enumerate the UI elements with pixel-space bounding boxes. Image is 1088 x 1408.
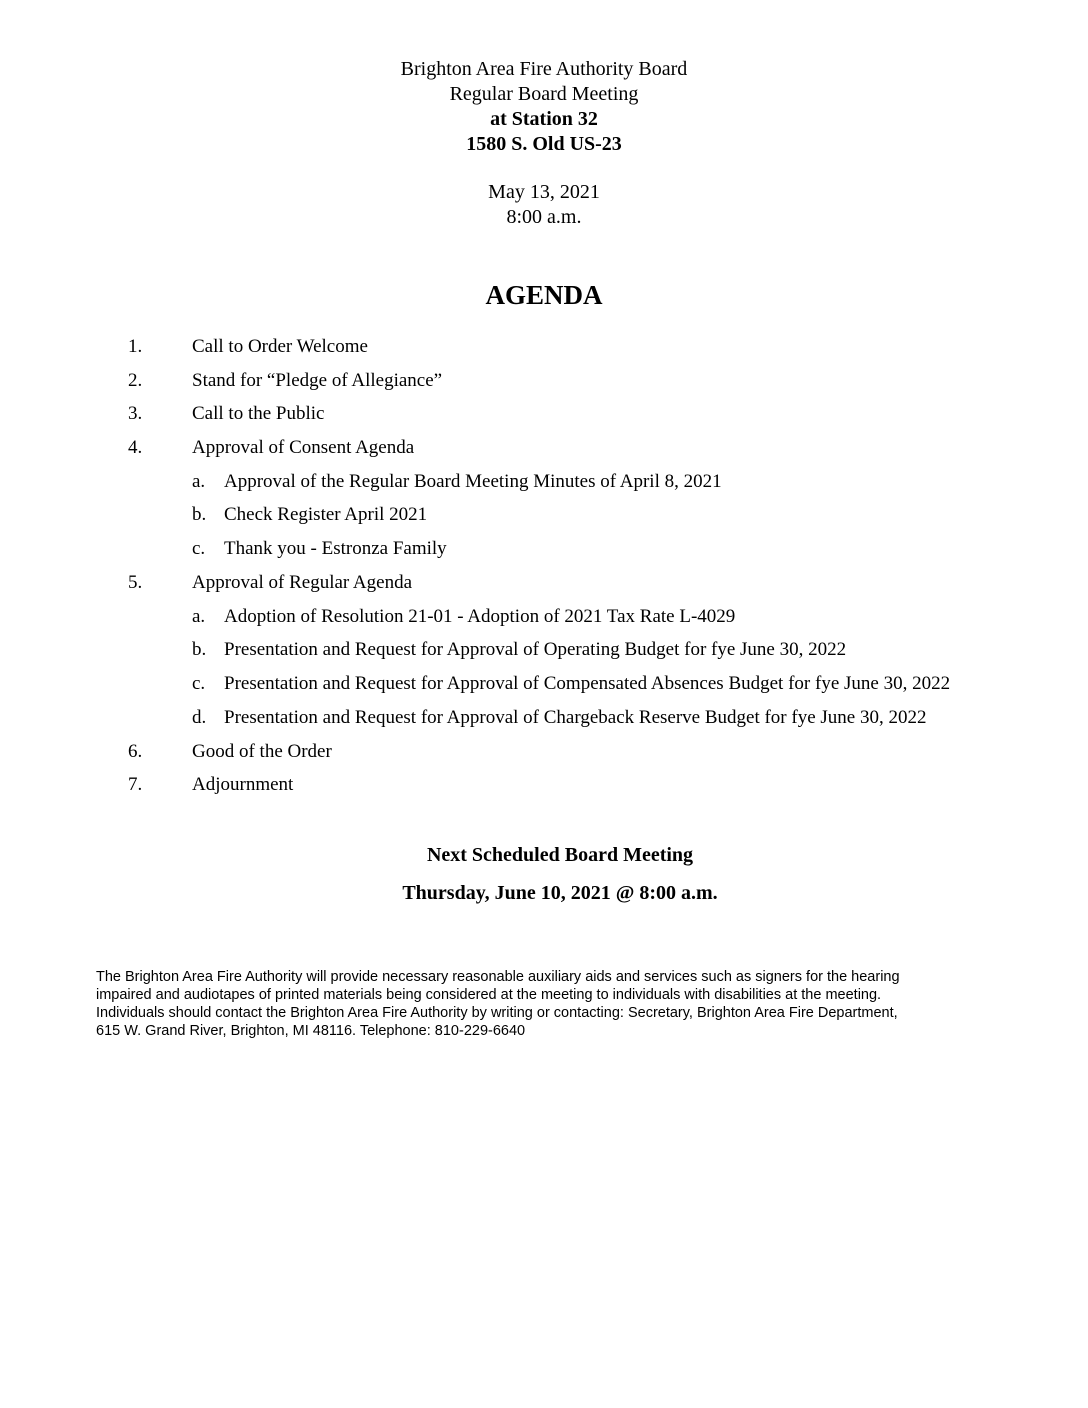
- agenda-item-text: Good of the Order: [192, 741, 332, 762]
- agenda-subitem-letter: b.: [192, 639, 207, 660]
- agenda-subitem-letter: b.: [192, 504, 207, 525]
- agenda-subitem-text: Approval of the Regular Board Meeting Minutes of April 8, 2021: [224, 471, 722, 492]
- agenda-subitem-letter: c.: [192, 673, 206, 694]
- meeting-datetime: [0, 180, 1088, 230]
- notice-line: 615 W. Grand River, Brighton, MI 48116. Telephone: 810-229-6640: [96, 1023, 526, 1039]
- agenda-item-text: Stand for “Pledge of Allegiance”: [192, 370, 443, 391]
- agenda-subitem-text: Presentation and Request for Approval of Chargeback Reserve Budget for fye June 30, 2022: [224, 707, 927, 728]
- next-meeting-date: Thursday, June 10, 2021 @ 8:00 a.m.: [402, 882, 718, 904]
- meeting-date: May 13, 2021: [488, 181, 600, 203]
- meeting-address: 1580 S. Old US-23: [466, 133, 622, 155]
- agenda-item-number: 3.: [128, 403, 143, 424]
- agenda-subitem-letter: a.: [192, 606, 206, 627]
- organization-name: Brighton Area Fire Authority Board: [400, 58, 688, 80]
- agenda-item-text: Call to Order Welcome: [192, 336, 368, 357]
- agenda-item-number: 7.: [128, 774, 143, 795]
- agenda-item-number: 1.: [128, 336, 143, 357]
- agenda-item-number: 6.: [128, 741, 143, 762]
- meeting-location: at Station 32: [490, 108, 598, 130]
- agenda-title: AGENDA: [485, 280, 603, 310]
- meeting-time: 8:00 a.m.: [506, 206, 582, 228]
- agenda-item-number: 2.: [128, 370, 143, 391]
- agenda-subitem-text: Presentation and Request for Approval of Compensated Absences Budget for fye June 30, 2022: [224, 673, 951, 694]
- agenda-subitem-text: Presentation and Request for Approval of Operating Budget for fye June 30, 2022: [224, 639, 847, 660]
- notice-line: Individuals should contact the Brighton Area Fire Authority by writing or contacting: Secretary, Brighton Area Fire Department,: [96, 1005, 898, 1021]
- agenda-item-number: 4.: [128, 437, 143, 458]
- notice-line: impaired and audiotapes of printed materials being considered at the meeting to individuals with disabilities at the meeting.: [96, 987, 882, 1003]
- meeting-header: [0, 57, 1088, 157]
- meeting-type: Regular Board Meeting: [449, 83, 639, 105]
- agenda-subitem-text: Check Register April 2021: [224, 504, 428, 525]
- agenda-item-text: Approval of Consent Agenda: [192, 437, 415, 458]
- agenda-subitem-letter: d.: [192, 707, 207, 728]
- next-meeting-title: Next Scheduled Board Meeting: [426, 844, 694, 866]
- agenda-item-number: 5.: [128, 572, 143, 593]
- agenda-subitem-letter: a.: [192, 471, 206, 492]
- agenda-item-text: Adjournment: [192, 774, 294, 795]
- agenda-item-text: Call to the Public: [192, 403, 325, 424]
- notice-line: The Brighton Area Fire Authority will provide necessary reasonable auxiliary aids and services such as signers for the hearing: [96, 969, 900, 985]
- agenda-subitem-text: Thank you - Estronza Family: [224, 538, 447, 559]
- agenda-item-text: Approval of Regular Agenda: [192, 572, 413, 593]
- accessibility-notice: [96, 968, 996, 1040]
- agenda-subitem-text: Adoption of Resolution 21-01 - Adoption of 2021 Tax Rate L-4029: [224, 606, 736, 627]
- agenda-subitem-letter: c.: [192, 538, 206, 559]
